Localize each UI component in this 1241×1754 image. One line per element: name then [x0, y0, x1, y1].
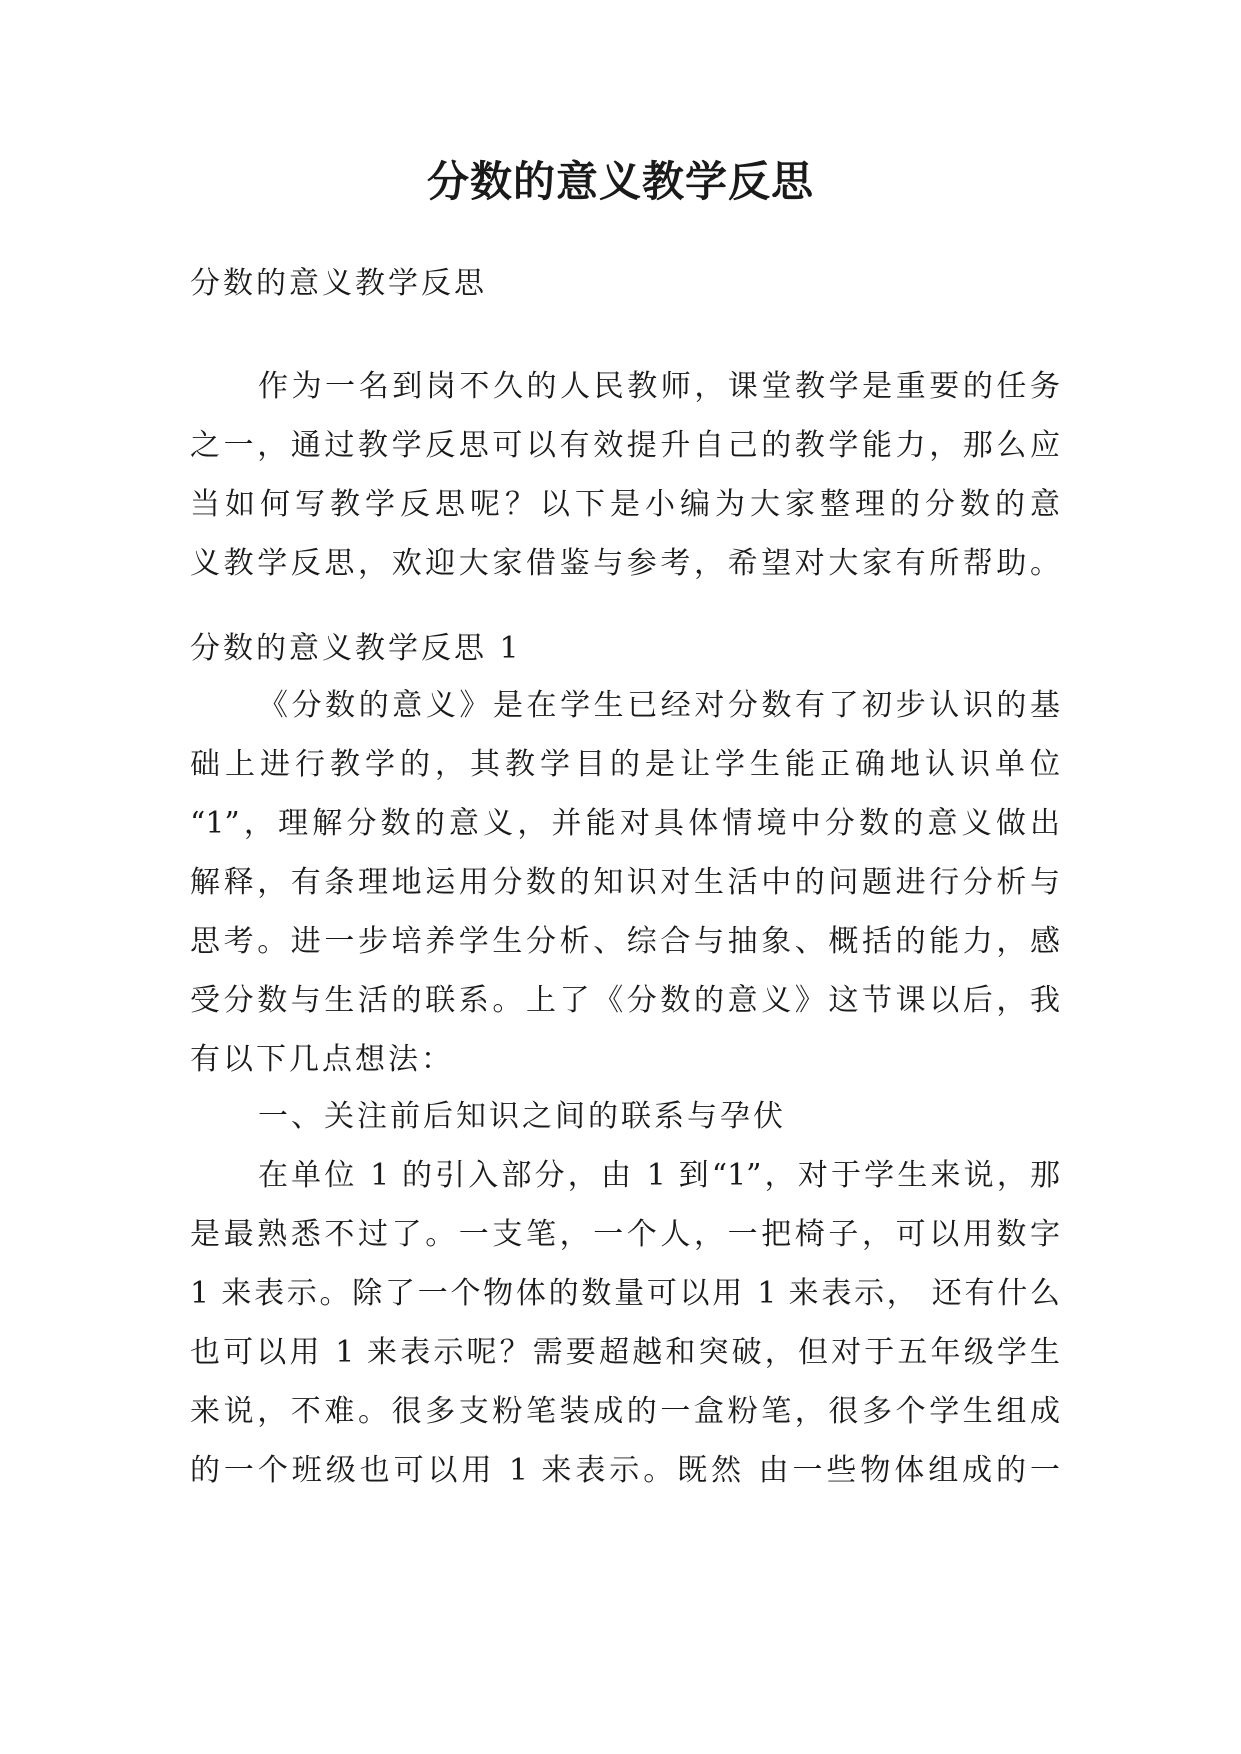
paragraph-line: 思考。进一步培养学生分析、综合与抽象、概括的能力，感	[190, 924, 1060, 959]
subtitle-text: 分数的意义教学反思	[190, 266, 487, 301]
paragraph-line: 当如何写教学反思呢？以下是小编为大家整理的分数的意	[190, 487, 1060, 522]
paragraph-line: 来说，不难。很多支粉笔装成的一盒粉笔，很多个学生组成	[190, 1394, 1060, 1429]
document-subtitle	[190, 254, 1060, 313]
paragraph-line: 《分数的意义》是在学生已经对分数有了初步认识的基	[258, 688, 1060, 723]
intro-paragraph	[190, 357, 1060, 593]
paragraph-line: 1 来表示。除了一个物体的数量可以用 1 来表示， 还有什么	[190, 1276, 1060, 1311]
paragraph-line: 在单位 1 的引入部分，由 1 到“1”，对于学生来说，那	[258, 1158, 1060, 1193]
paragraph-line: 之一，通过教学反思可以有效提升自己的教学能力，那么应	[190, 428, 1060, 463]
point1-heading	[190, 1087, 1060, 1146]
document-title: 分数的意义教学反思	[426, 157, 814, 206]
paragraph-line: 作为一名到岗不久的人民教师，课堂教学是重要的任务	[258, 369, 1060, 404]
paragraph-line: 的一个班级也可以用 1 来表示。既然 由一些物体组成的一	[190, 1453, 1060, 1488]
paragraph-line: 础上进行教学的，其教学目的是让学生能正确地认识单位	[190, 747, 1060, 782]
paragraph-line: 有以下几点想法：	[190, 1042, 454, 1077]
paragraph-line: 义教学反思，欢迎大家借鉴与参考，希望对大家有所帮助。	[190, 546, 1060, 581]
paragraph-line: 受分数与生活的联系。上了《分数的意义》这节课以后，我	[190, 983, 1060, 1018]
paragraph-line: 也可以用 1 来表示呢？需要超越和突破，但对于五年级学生	[190, 1335, 1060, 1370]
point-heading-text: 一、关注前后知识之间的联系与孕伏	[258, 1099, 786, 1134]
point1-paragraph	[190, 1146, 1060, 1500]
paragraph-line: 是最熟悉不过了。一支笔，一个人，一把椅子，可以用数字	[190, 1217, 1060, 1252]
paragraph-line: 解释，有条理地运用分数的知识对生活中的问题进行分析与	[190, 865, 1060, 900]
section1-paragraph	[190, 676, 1060, 1089]
section1-heading	[190, 619, 1060, 678]
paragraph-line: “1”，理解分数的意义，并能对具体情境中分数的意义做出	[190, 806, 1060, 841]
section-heading-text: 分数的意义教学反思 1	[190, 631, 522, 666]
